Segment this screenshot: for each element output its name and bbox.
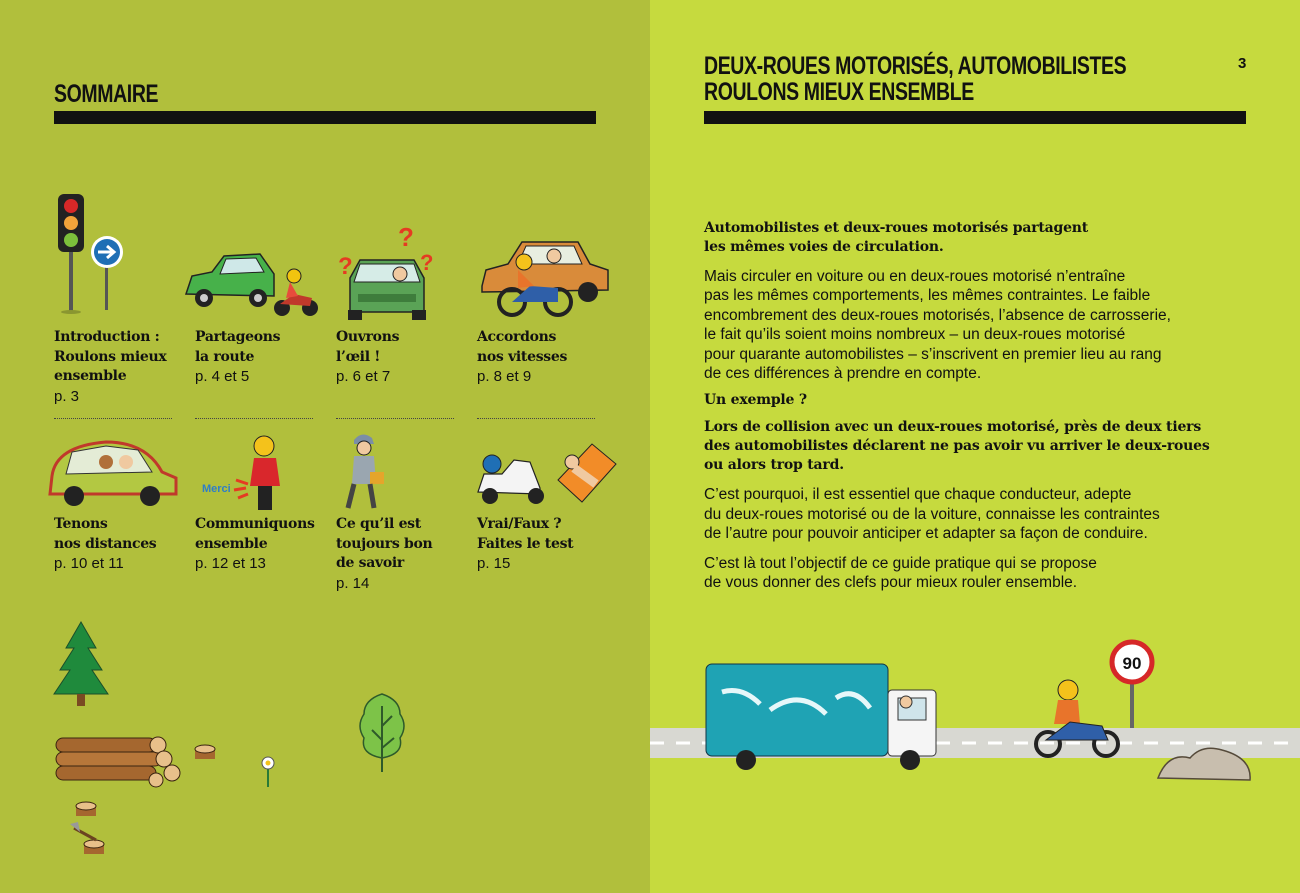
page-title-line1: DEUX-ROUES MOTORISÉS, AUTOMOBILISTES bbox=[704, 52, 1127, 80]
toc-pages: p. 6 et 7 bbox=[336, 368, 391, 385]
page-number: 3 bbox=[1238, 55, 1247, 72]
merci-motorbike-illustration bbox=[196, 430, 306, 512]
walking-man-illustration bbox=[340, 430, 400, 512]
toc-title: Partageons la route bbox=[195, 329, 281, 365]
toc-pages: p. 12 et 13 bbox=[195, 555, 266, 572]
citroen-car-illustration bbox=[46, 436, 180, 510]
toc-entry-introduction[interactable] bbox=[54, 328, 184, 406]
speed-sign-text: 90 bbox=[1122, 654, 1142, 673]
toc-title: Introduction : Roulons mieux ensemble bbox=[54, 329, 167, 384]
fir-tree-illustration bbox=[52, 620, 110, 708]
svg-text:?: ? bbox=[338, 253, 353, 280]
toc-title: Tenons nos distances bbox=[54, 516, 157, 552]
axe-stump-illustration bbox=[68, 800, 110, 858]
green-car-motorbike-illustration bbox=[182, 248, 324, 320]
flower-illustration bbox=[256, 755, 280, 789]
toc-pages: p. 4 et 5 bbox=[195, 368, 250, 385]
toc-entry-savoir[interactable] bbox=[336, 515, 466, 593]
toc-title: Ouvrons l’œil ! bbox=[336, 329, 400, 365]
toc-title: Vrai/Faux ? Faites le test bbox=[477, 516, 574, 552]
toc-title: Communiquons ensemble bbox=[195, 516, 315, 552]
divider bbox=[477, 418, 595, 419]
toc-pages: p. 15 bbox=[477, 555, 511, 572]
toc-entry-accordons[interactable] bbox=[477, 328, 607, 387]
heading-rule bbox=[704, 111, 1246, 124]
merci-text: Merci bbox=[202, 483, 231, 495]
toc-entry-communiquons[interactable] bbox=[195, 515, 325, 574]
intro-text bbox=[704, 219, 1264, 592]
scooter-beach-illustration bbox=[474, 440, 618, 510]
deciduous-tree-illustration bbox=[354, 692, 410, 774]
example-statement: Lors de collision avec un deux-roues motorisé, près de deux tiers des automobilistes déclarent ne pas avoir vu arriver le deux-roues ou alors trop tard. bbox=[704, 419, 1210, 474]
toc-entry-vrai-faux[interactable] bbox=[477, 515, 607, 574]
toc-pages: p. 10 et 11 bbox=[54, 555, 124, 572]
right-page bbox=[650, 0, 1300, 893]
toc-entry-partageons[interactable] bbox=[195, 328, 325, 387]
toc-pages: p. 14 bbox=[336, 574, 370, 592]
divider bbox=[54, 418, 172, 419]
toc-entry-tenons[interactable] bbox=[54, 515, 184, 574]
toc-entry-ouvrons[interactable] bbox=[336, 328, 466, 387]
sommaire-heading: SOMMAIRE bbox=[54, 80, 159, 108]
paragraph-3: C’est là tout l’objectif de ce guide pratique qui se propose de vous donner des clefs pour mieux rouler ensemble. bbox=[704, 554, 1097, 592]
orange-car-motorbike-illustration bbox=[478, 236, 612, 322]
toc-title: Ce qu’il est toujours bon de savoir bbox=[336, 516, 433, 571]
divider bbox=[336, 418, 454, 419]
svg-text:?: ? bbox=[398, 222, 414, 252]
log-pile-illustration bbox=[54, 736, 182, 788]
paragraph-2: C’est pourquoi, il est essentiel que chaque conducteur, adepte du deux-roues motorisé ou de la voiture, connaisse les contraintes de l’autre pour pouvoir anticiper et adapter sa façon de conduire. bbox=[704, 486, 1160, 543]
divider bbox=[195, 418, 313, 419]
stump-illustration bbox=[192, 744, 218, 762]
svg-text:?: ? bbox=[420, 250, 434, 275]
paragraph-1: Mais circuler en voiture ou en deux-roues motorisé n’entraîne pas les mêmes comportements, les mêmes contraintes. Le faible encombrement des deux-roues motorisés, l’absence de carrosserie, le fait qu’ils soient moins nombreux – un deux-roues motorisé pour quarante automobilistes – s’inscrivent en premier lieu au rang de ces différences à prendre en compte. bbox=[704, 268, 1171, 383]
heading-rule bbox=[54, 111, 596, 124]
page-title-line2: ROULONS MIEUX ENSEMBLE bbox=[704, 78, 974, 106]
lead-statement: Automobilistes et deux-roues motorisés partagent les mêmes voies de circulation. bbox=[704, 220, 1089, 255]
traffic-light-illustration bbox=[55, 190, 130, 315]
toc-pages: p. 3 bbox=[54, 387, 80, 405]
road-scene-illustration bbox=[650, 632, 1300, 792]
toc-title: Accordons nos vitesses bbox=[477, 329, 568, 365]
car-question-marks-illustration bbox=[336, 222, 440, 322]
example-heading: Un exemple ? bbox=[704, 392, 807, 409]
toc-pages: p. 8 et 9 bbox=[477, 368, 532, 385]
